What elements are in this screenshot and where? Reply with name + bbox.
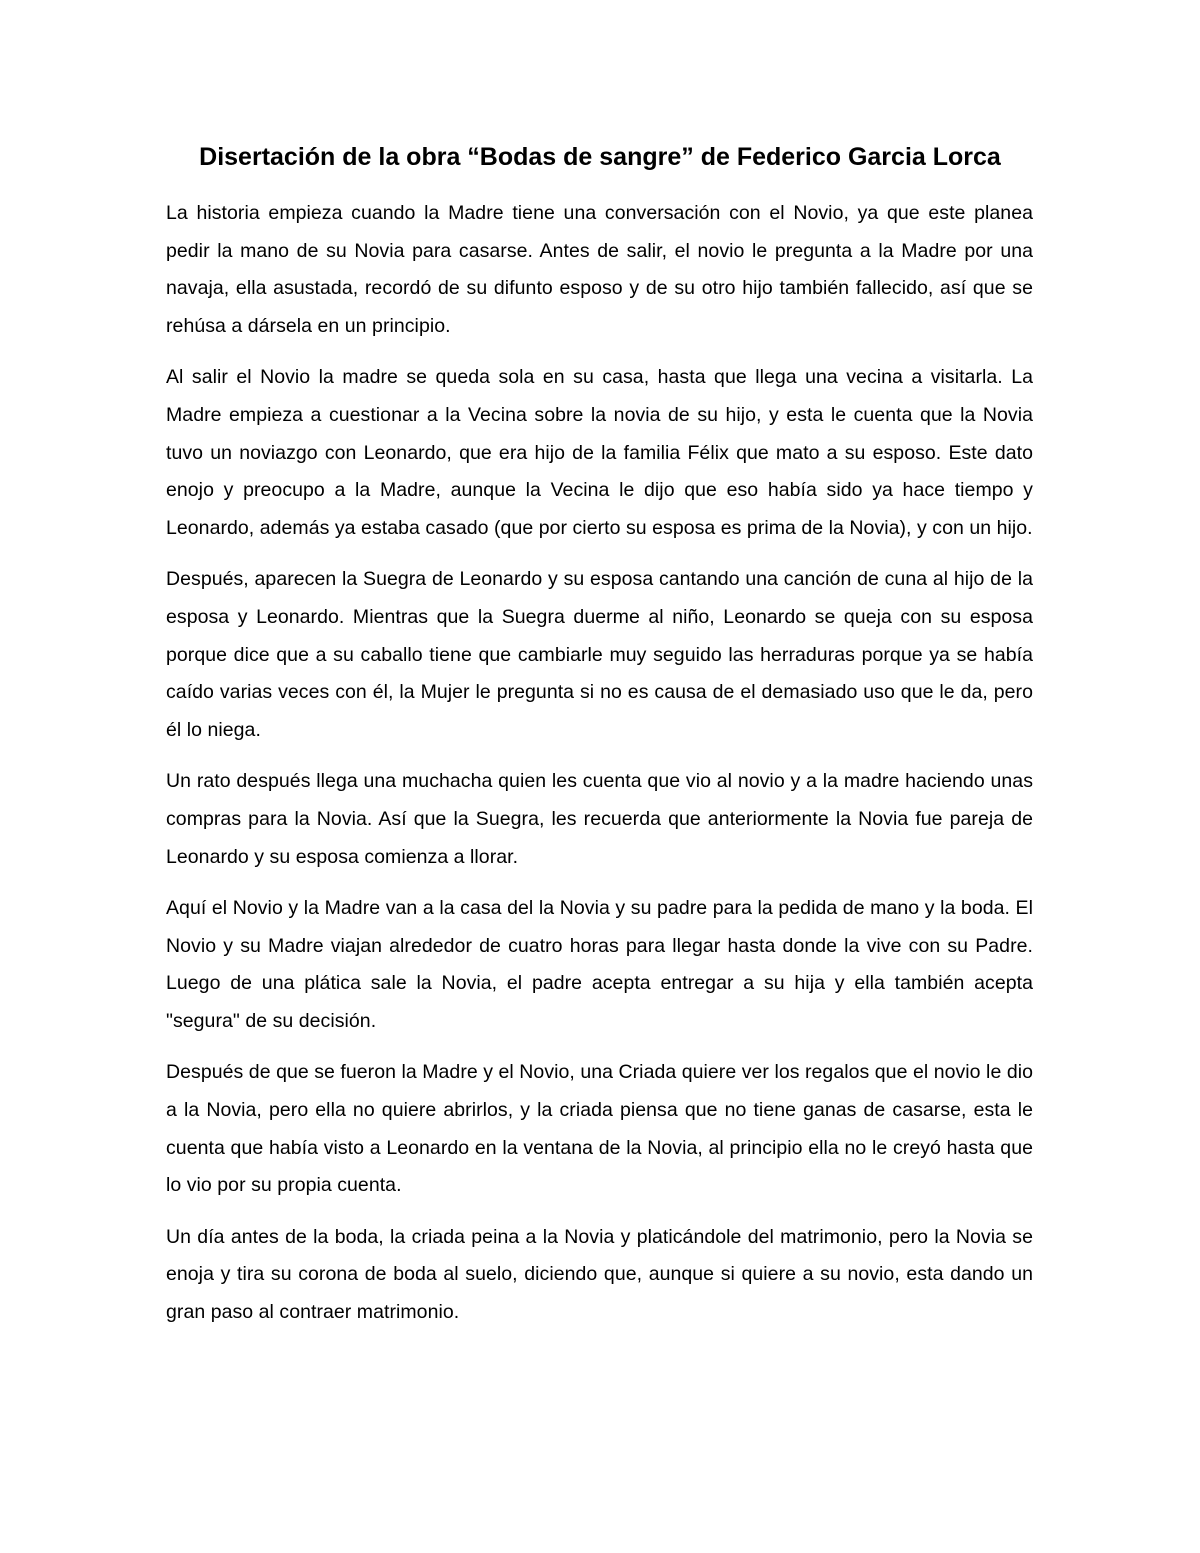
document-body — [166, 195, 1033, 1346]
paragraph: Un día antes de la boda, la criada peina a la Novia y platicándole del matrimonio, pero la Novia se enoja y tira su corona de boda al suelo, diciendo que, aunque si quiere a su novio, esta dando un gran paso al contraer matrimonio. — [166, 1225, 1033, 1324]
paragraph: Después, aparecen la Suegra de Leonardo y su esposa cantando una canción de cuna al hijo de la esposa y Leonardo. Mientras que la Suegra duerme al niño, Leonardo se queja con su esposa porque dice que a su caballo tiene que cambiarle muy seguido las herraduras porque ya se había caído varias veces con él, la Mujer le pregunta si no es causa de el demasiado uso que le da, pero él lo niega. — [166, 568, 1033, 741]
paragraph: Aquí el Novio y la Madre van a la casa del la Novia y su padre para la pedida de mano y la boda. El Novio y su Madre viajan alrededor de cuatro horas para llegar hasta donde la vive con su Padre. Luego de una plática sale la Novia, el padre acepta entregar a su hija y ella también acepta "segura" de su decisión. — [166, 897, 1033, 1032]
document-title: Disertación de la obra “Bodas de sangre” de Federico Garcia Lorca — [199, 143, 1001, 171]
paragraph: Un rato después llega una muchacha quien les cuenta que vio al novio y a la madre haciendo unas compras para la Novia. Así que la Suegra, les recuerda que anteriormente la Novia fue pareja de Leonardo y su esposa comienza a llorar. — [166, 770, 1033, 868]
paragraph: La historia empieza cuando la Madre tiene una conversación con el Novio, ya que este planea pedir la mano de su Novia para casarse. Antes de salir, el novio le pregunta a la Madre por una navaja, ella asustada, recordó de su difunto esposo y de su otro hijo también fallecido, así que se rehúsa a dársela en un principio. — [166, 202, 1033, 337]
paragraph: Al salir el Novio la madre se queda sola en su casa, hasta que llega una vecina a visitarla. La Madre empieza a cuestionar a la Vecina sobre la novia de su hijo, y esta le cuenta que la Novia tuvo un noviazgo con Leonardo, que era hijo de la familia Félix que mato a su esposo. Este dato enojo y preocupo a la Madre, aunque la Vecina le dijo que eso había sido ya hace tiempo y Leonardo, además ya estaba casado (que por cierto su esposa es prima de la Novia), y con un hijo. — [166, 366, 1033, 539]
paragraph: Después de que se fueron la Madre y el Novio, una Criada quiere ver los regalos que el novio le dio a la Novia, pero ella no quiere abrirlos, y la criada piensa que no tiene ganas de casarse, esta le cuenta que había visto a Leonardo en la ventana de la Novia, al principio ella no le creyó hasta que lo vio por su propia cuenta. — [166, 1061, 1033, 1197]
